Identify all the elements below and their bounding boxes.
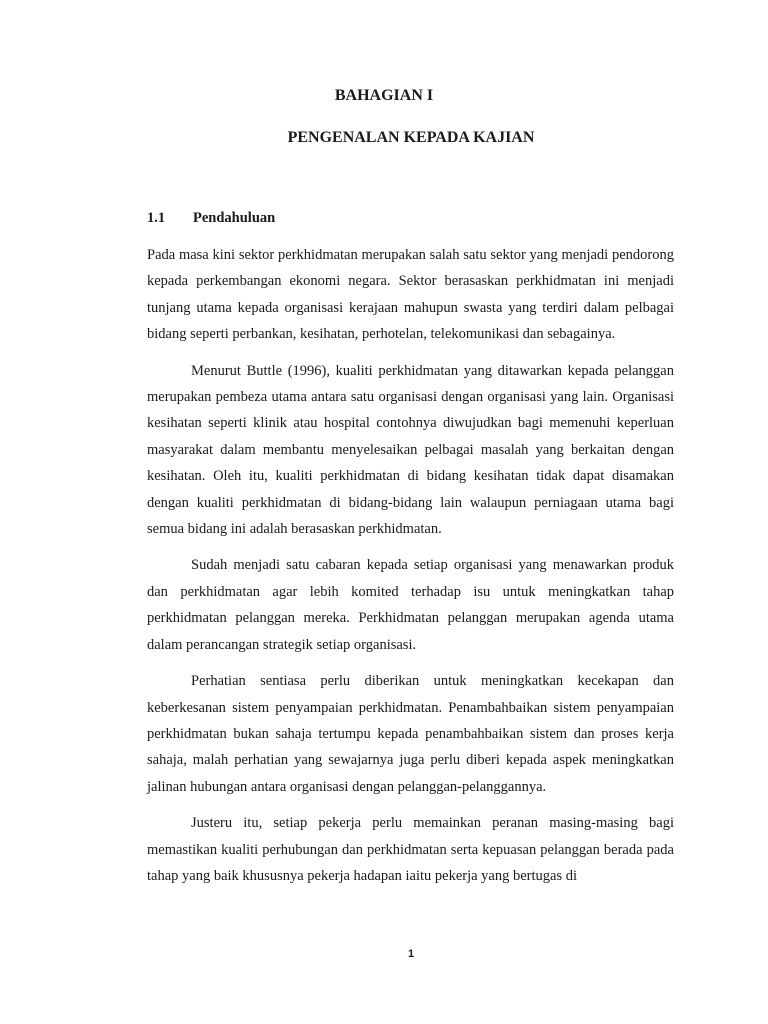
section-number: 1.1 — [147, 210, 166, 226]
paragraph-3: Sudah menjadi satu cabaran kepada setiap organisasi yang menawarkan produk dan perkhidmatan agar lebih komited terhadap isu untuk meningkatkan tahap perkhidmatan pelanggan mereka. Perkhidmatan pelanggan merupakan agenda utama dalam perancangan strategik setiap organisasi. — [147, 557, 674, 653]
page-number: 1 — [407, 948, 415, 960]
paragraph-1: Pada masa kini sektor perkhidmatan merupakan salah satu sektor yang menjadi pendorong kepada perkembangan ekonomi negara. Sektor berasaskan perkhidmatan ini menjadi tunjang utama kepada organisasi kerajaan mahupun swasta yang terdiri dalam pelbagai bidang seperti perbankan, kesihatan, perhotelan, telekomunikasi dan sebagainya. — [147, 247, 674, 343]
body-text — [147, 242, 674, 899]
chapter-title: BAHAGIAN I — [334, 87, 434, 104]
chapter-subtitle: PENGENALAN KEPADA KAJIAN — [287, 129, 535, 146]
paragraph-5: Justeru itu, setiap pekerja perlu memainkan peranan masing-masing bagi memastikan kualiti perhubungan dan perkhidmatan serta kepuasan pelanggan berada pada tahap yang baik khususnya pekerja hadapan iaitu pekerja yang bertugas di — [147, 815, 674, 884]
paragraph-2: Menurut Buttle (1996), kualiti perkhidmatan yang ditawarkan kepada pelanggan merupakan pembeza utama antara satu organisasi dengan organisasi yang lain. Organisasi kesihatan seperti klinik atau hospital contohnya diwujudkan bagi memenuhi keperluan masyarakat dalam membantu menyelesaikan pelbagai masalah yang berkaitan dengan kesihatan. Oleh itu, kualiti perkhidmatan di bidang kesihatan tidak dapat disamakan dengan kualiti perkhidmatan di bidang-bidang lain walaupun perniagaan utama bagi semua bidang ini adalah berasaskan perkhidmatan. — [147, 362, 674, 538]
paragraph-4: Perhatian sentiasa perlu diberikan untuk meningkatkan kecekapan dan keberkesanan sistem penyampaian perkhidmatan. Penambahbaikan sistem penyampaian perkhidmatan bukan sahaja tertumpu kepada penambahbaikan sistem dan proses kerja sahaja, malah perhatian yang sewajarnya juga perlu diberi kepada aspek meningkatkan jalinan hubungan antara organisasi dengan pelanggan-pelanggannya. — [147, 673, 674, 795]
section-heading — [147, 208, 275, 228]
section-title: Pendahuluan — [193, 210, 276, 226]
